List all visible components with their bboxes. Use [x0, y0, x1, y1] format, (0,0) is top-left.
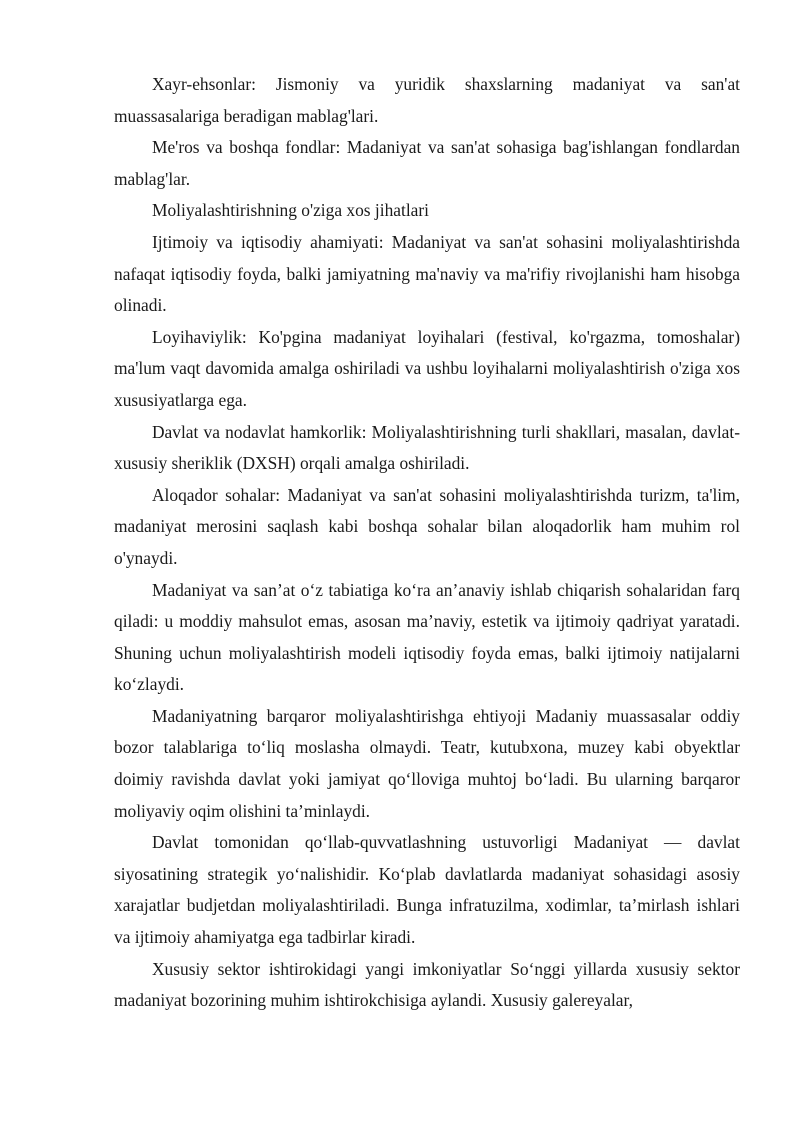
paragraph-private-sector: Xususiy sektor ishtirokidagi yangi imkoniyatlar So‘nggi yillarda xususiy sektor madaniyat bozorining muhim ishtirokchisiga aylandi. Xususiy galereyalar,: [114, 958, 740, 1011]
paragraph-state-support: Davlat tomonidan qo‘llab-quvvatlashning ustuvorligi Madaniyat — davlat siyosatining strategik yo‘nalishidir. Ko‘plab davlatlarda madaniyat sohasidagi asosiy xarajatlar budjetdan moliyalashtiriladi. Bunga infratuzilma, xodimlar, ta’mirlash ishlari va ijtimoiy ahamiyatga ega tadbirlar kiradi.: [114, 832, 740, 948]
paragraph-project-based: Loyihaviylik: Ko'pgina madaniyat loyihalari (festival, ko'rgazma, tomoshalar) ma'lum vaqt davomida amalga oshiriladi va ushbu loyihalarni moliyalashtirish o'ziga xos xususiyatlarga ega.: [114, 326, 740, 410]
paragraph-state-nonstate: Davlat va nodavlat hamkorlik: Moliyalashtirishning turli shakllari, masalan, davlat-xususiy sheriklik (DXSH) orqali amalga oshiriladi.: [114, 421, 740, 474]
paragraph-related-sectors: Aloqador sohalar: Madaniyat va san'at sohasini moliyalashtirishda turizm, ta'lim, madaniyat merosini saqlash kabi boshqa sohalar bilan aloqadorlik ham muhim rol o'ynaydi.: [114, 484, 740, 568]
paragraph-social-economic: Ijtimoiy va iqtisodiy ahamiyati: Madaniyat va san'at sohasini moliyalashtirishda nafaqat iqtisodiy foyda, balki jamiyatning ma'naviy va ma'rifiy rivojlanishi ham hisobga olinadi.: [114, 231, 740, 316]
document-page: [114, 69, 740, 1017]
paragraph-heritage-funds: Me'ros va boshqa fondlar: Madaniyat va san'at sohasiga bag'ishlangan fondlardan mablag'lar.: [114, 137, 740, 189]
section-heading-financing-features: Moliyalashtirishning o'ziga xos jihatlari: [152, 200, 429, 221]
paragraph-sustainable-financing: Madaniyatning barqaror moliyalashtirishga ehtiyoji Madaniy muassasalar oddiy bozor talablariga to‘liq moslasha olmaydi. Teatr, kutubxona, muzey kabi obyektlar doimiy ravishda davlat yoki jamiyat qo‘lloviga muhtoj bo‘ladi. Bu ularning barqaror moliyaviy oqim olishini ta’minlaydi.: [114, 705, 740, 821]
paragraph-nature-of-culture: Madaniyat va san’at o‘z tabiatiga ko‘ra an’anaviy ishlab chiqarish sohalaridan farq qiladi: u moddiy mahsulot emas, asosan ma’naviy, estetik va ijtimoiy qadriyat yaratadi. Shuning uchun moliyalashtirish modeli iqtisodiy foyda emas, balki ijtimoiy natijalarni ko‘zlaydi.: [114, 579, 740, 695]
paragraph-donations: Xayr-ehsonlar: Jismoniy va yuridik shaxslarning madaniyat va san'at muassasalariga beradigan mablag'lari.: [114, 74, 740, 126]
